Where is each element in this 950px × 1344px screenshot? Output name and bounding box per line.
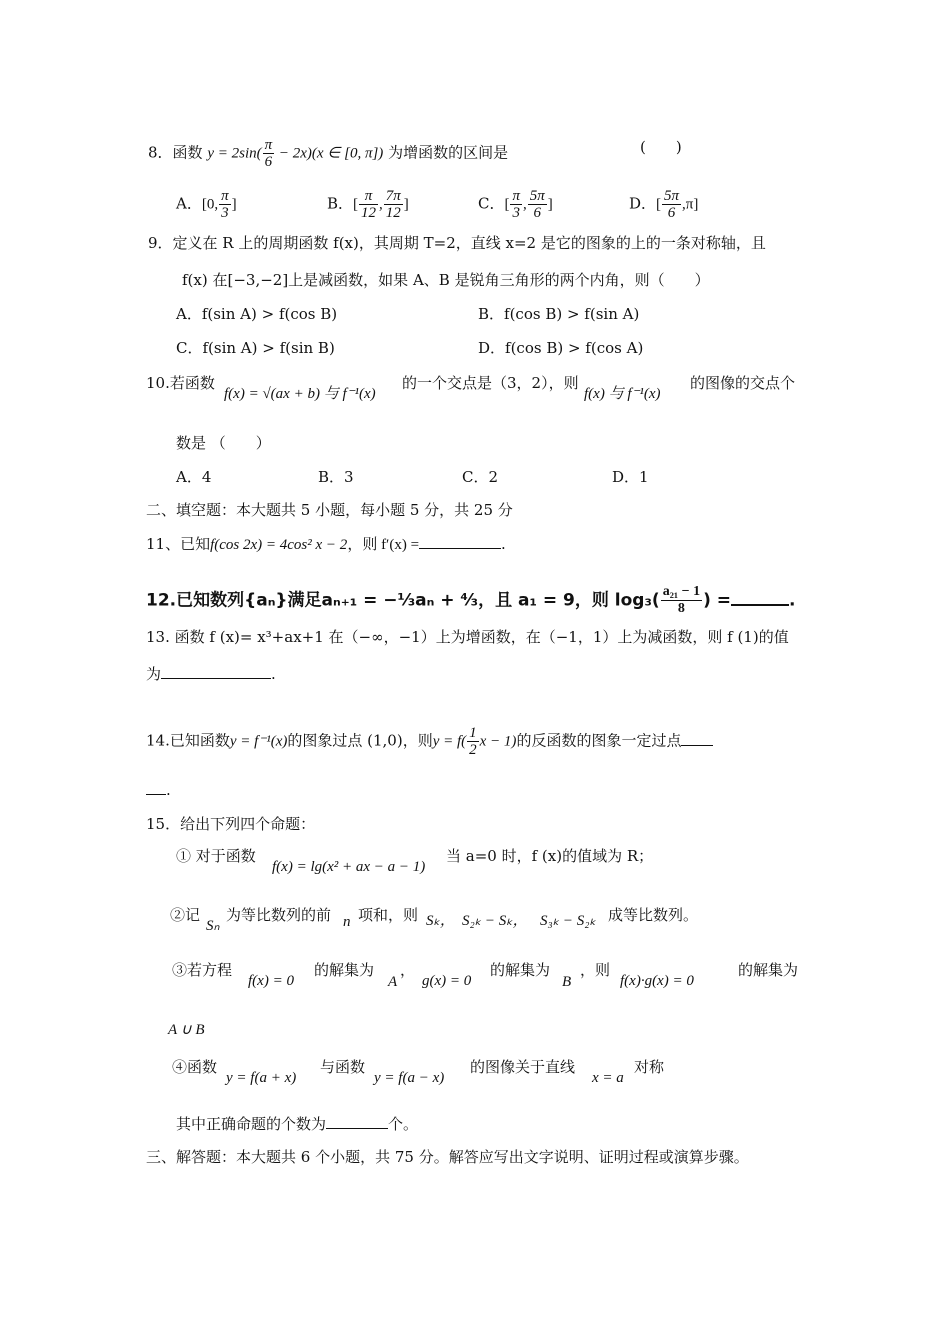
q15-p2-mid: 为等比数列的前 <box>226 906 332 924</box>
q15-p4-lead: ④函数 <box>172 1058 218 1076</box>
q15-p1-lead: ① 对于函数 <box>176 847 256 865</box>
q15-p2-s2: S₂ₖ − Sₖ， <box>462 913 528 929</box>
q10-lead: 10.若函数 <box>146 374 215 392</box>
q8-option-d: D．[ $\frac{5\pi}{6}$ ,π] <box>629 188 699 221</box>
q8-formula-part1: y = 2sin( <box>207 145 262 162</box>
q15-p4-tail: 对称 <box>634 1058 665 1076</box>
q15-count: 其中正确命题的个数为 个。 <box>176 1115 419 1133</box>
q10-option-d: D．1 <box>612 468 649 486</box>
q15-p2-s1: Sₖ， <box>426 913 455 929</box>
q10-line2: 数是 （ ） <box>176 434 271 452</box>
q10-mid: 的一个交点是（3，2），则 <box>402 374 579 392</box>
q9-option-b: B．f(cos B) > f(sin A) <box>478 305 640 323</box>
q11-formula: f(cos 2x) = 4cos² x − 2 <box>210 537 348 553</box>
q13-line1: 13. 函数 f (x)= x³+ax+1 在（−∞，−1）上为增函数，在（−1，1）上为减函数，则 f (1)的值 <box>146 628 789 646</box>
q14-answer-blank-2[interactable] <box>146 780 166 795</box>
q9-option-d: D．f(cos B) > f(cos A) <box>478 339 644 357</box>
q15-p2-tail: 成等比数列。 <box>608 906 699 924</box>
q9-option-a: A．f(sin A) > f(cos B) <box>176 305 338 323</box>
q12-fraction: $\frac{\text{a₂₁ − 1}}{8}$ <box>662 584 701 616</box>
q10-option-a: A．4 <box>176 468 212 486</box>
q9-line1: 9．定义在 R 上的周期函数 f(x)，其周期 T=2，直线 x=2 是它的图象的上的一条对称轴，且 <box>148 234 766 252</box>
q15-p4-mid: 与函数 <box>320 1058 366 1076</box>
q15-p2-n: n <box>343 914 351 930</box>
q8-tail: 为增函数的区间是 <box>388 143 509 162</box>
q12-stem: 12.已知数列{aₙ}满足aₙ₊₁ = −⅓aₙ + ⁴⁄₃，且 a₁ = 9，则 log₃( $\frac{\text{a₂₁ − 1}}{8}$ ) = . <box>146 584 796 616</box>
q12-answer-blank[interactable] <box>731 590 789 606</box>
q15-p4-line: x = a <box>592 1070 624 1086</box>
q8-fraction: $\frac{\pi}{6}$ <box>264 137 273 170</box>
q10-option-c: C．2 <box>462 468 499 486</box>
q8-formula-part2: − 2x)(x ∈ [0, π]) <box>275 145 384 162</box>
q8-answer-paren: ( ) <box>640 138 682 156</box>
section-2-heading: 二、填空题：本大题共 5 小题，每小题 5 分，共 25 分 <box>146 501 513 519</box>
q9-line2: f(x) 在[−3,−2]上是减函数，如果 A、B 是锐角三角形的两个内角，则（ ） <box>182 271 710 289</box>
q15-p3-f: f(x) = 0 <box>248 973 294 989</box>
q15-p4-f2: y = f(a − x) <box>374 1070 445 1086</box>
q15-p2-sn: Sₙ <box>206 918 220 934</box>
q15-answer-blank[interactable] <box>326 1114 388 1129</box>
q15-p3-comma: ， <box>400 961 416 979</box>
q8-option-a: A．[0, $\frac{\pi}{3}$ ] <box>176 188 237 221</box>
q15-p2-mid2: 项和，则 <box>358 906 419 924</box>
q15-p4-f1: y = f(a + x) <box>226 1070 297 1086</box>
q15-p2-s3: S₃ₖ − S₂ₖ <box>540 913 596 929</box>
q8-lead: 8．函数 <box>148 143 203 162</box>
q15-p3-t2: 的解集为 <box>490 961 551 979</box>
q15-p1-tail: 当 a=0 时，f (x)的值域为 R； <box>446 847 654 865</box>
q10-tail: 的图像的交点个 <box>690 374 796 392</box>
q14-fraction: $\frac{1}{2}$ <box>469 725 477 758</box>
q15-p3-b: B <box>562 974 572 990</box>
q10-formula1: f(x) = √(ax + b) 与 f⁻¹(x) <box>224 386 376 402</box>
q15-p2-lead: ②记 <box>170 906 201 924</box>
q10-formula2: f(x) 与 f⁻¹(x) <box>584 386 661 402</box>
q15-p3-lead: ③若方程 <box>172 961 233 979</box>
q15-p3-t1: 的解集为 <box>314 961 375 979</box>
q14-stem: 14.已知函数y = f⁻¹(x)的图象过点 (1,0)，则y = f( $\frac{1}{2}$ x − 1)的反函数的图象一定过点 <box>146 725 713 758</box>
q14-answer-blank-1[interactable] <box>681 731 713 746</box>
q14-line2: . <box>146 780 171 800</box>
q14-formula1: y = f⁻¹(x) <box>229 733 288 750</box>
q9-option-c: C．f(sin A) > f(sin B) <box>176 339 335 357</box>
q8-option-b: B．[ $\frac{\pi}{12}$ , $\frac{7\pi}{12}$ ] <box>327 188 409 221</box>
q15-p3-t4: 的解集为 <box>738 961 799 979</box>
q15-p3-fg: f(x)·g(x) = 0 <box>620 973 694 989</box>
q15-p3-a: A <box>388 974 398 990</box>
q15-p4-mid2: 的图像关于直线 <box>470 1058 576 1076</box>
q15-p3-t3: ，则 <box>580 961 611 979</box>
q11-stem: 11、已知f(cos 2x) = 4cos² x − 2，则 f′(x) = . <box>146 535 506 553</box>
q8-stem <box>148 137 508 170</box>
q13-line2: 为 . <box>146 665 276 683</box>
q15-p3-union: A ∪ B <box>168 1022 205 1038</box>
q10-option-b: B．3 <box>318 468 354 486</box>
section-3-heading: 三、解答题：本大题共 6 个小题，共 75 分。解答应写出文字说明、证明过程或演算步骤。 <box>146 1148 749 1166</box>
q12-formula: aₙ₊₁ = −⅓aₙ + ⁴⁄₃ <box>321 590 479 611</box>
q8-option-c: C．[ $\frac{\pi}{3}$ , $\frac{5\pi}{6}$ ] <box>478 188 553 221</box>
q15-p1-formula: f(x) = lg(x² + ax − a − 1) <box>272 859 426 875</box>
q15-p3-g: g(x) = 0 <box>422 973 472 989</box>
q11-answer-blank[interactable] <box>419 534 501 549</box>
q13-answer-blank[interactable] <box>161 664 271 679</box>
q15-title: 15．给出下列四个命题： <box>146 815 316 833</box>
